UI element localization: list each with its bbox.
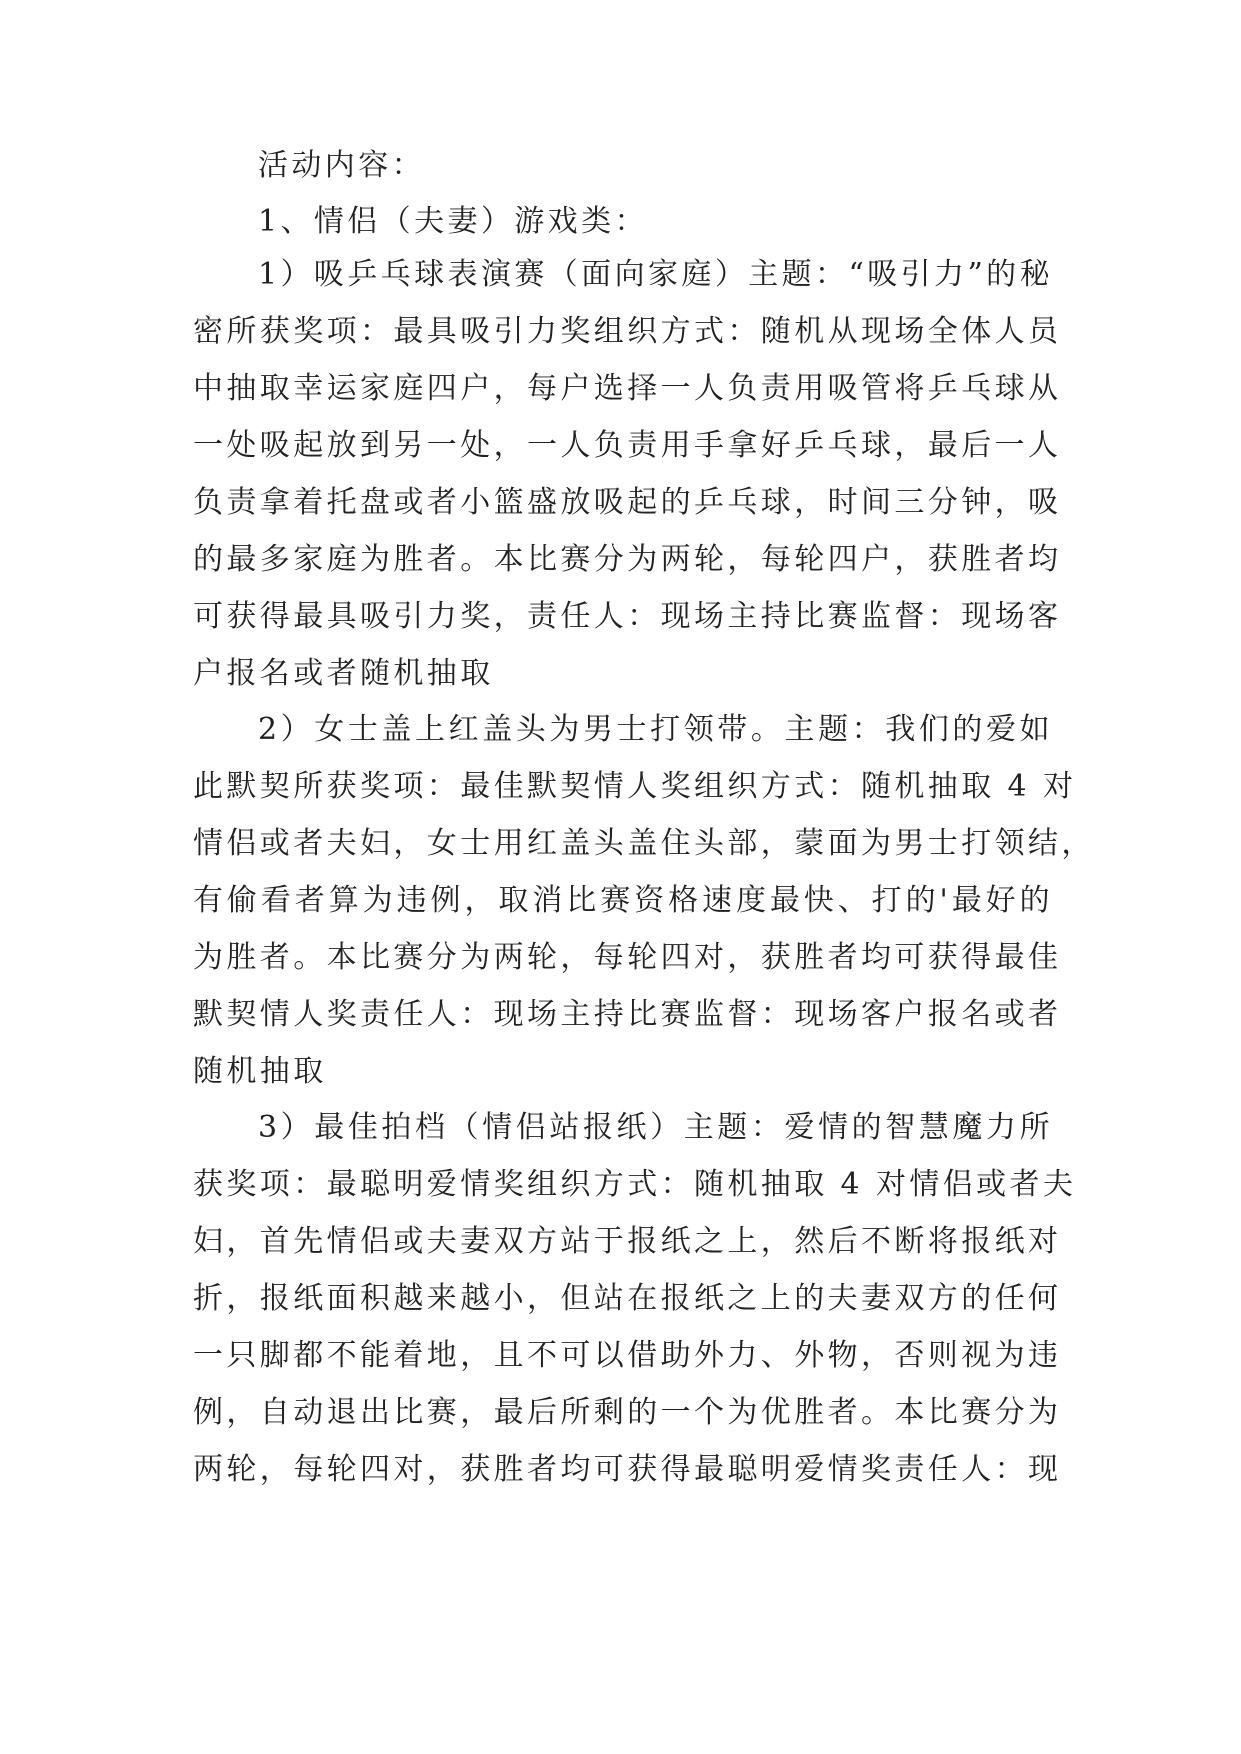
item-1-line-5: 负责拿着托盘或者小篮盛放吸起的乒乓球，时间三分钟，吸 — [193, 485, 1062, 520]
item-1-line-7: 可获得最具吸引力奖，责任人：现场主持比赛监督：现场客 — [193, 599, 1062, 634]
section-1-title: 1、情侣（夫妻）游戏类： — [258, 204, 648, 239]
item-1-line-3: 中抽取幸运家庭四户，每户选择一人负责用吸管将乒乓球从 — [193, 371, 1062, 406]
item-2-line-3: 情侣或者夫妇，女士用红盖头盖住头部，蒙面为男士打领结， — [193, 826, 1095, 861]
item-3-line-2: 获奖项：最聪明爱情奖组织方式：随机抽取 4 对情侣或者夫 — [193, 1167, 1077, 1202]
item-3-line-4: 折，报纸面积越来越小，但站在报纸之上的夫妻双方的任何 — [193, 1281, 1062, 1316]
item-2-line-7: 随机抽取 — [193, 1054, 327, 1089]
item-1-line-8: 户报名或者随机抽取 — [193, 656, 494, 691]
item-2-line-5: 为胜者。本比赛分为两轮，每轮四对，获胜者均可获得最佳 — [193, 940, 1062, 975]
item-2-line-6: 默契情人奖责任人：现场主持比赛监督：现场客户报名或者 — [193, 997, 1062, 1032]
item-2-line-2: 此默契所获奖项：最佳默契情人奖组织方式：随机抽取 4 对 — [193, 769, 1077, 804]
item-2-line-1: 2）女士盖上红盖头为男士打领带。主题：我们的爱如 — [258, 712, 1053, 747]
section-heading: 活动内容： — [258, 148, 425, 183]
item-1-line-1: 1）吸乒乓球表演赛（面向家庭）主题：“吸引力”的秘 — [258, 257, 1053, 292]
item-1-line-2: 密所获奖项：最具吸引力奖组织方式：随机从现场全体人员 — [193, 314, 1062, 349]
item-3-line-6: 例，自动退出比赛，最后所剩的一个为优胜者。本比赛分为 — [193, 1395, 1062, 1430]
item-3-line-3: 妇，首先情侣或夫妻双方站于报纸之上，然后不断将报纸对 — [193, 1224, 1062, 1259]
item-3-line-1: 3）最佳拍档（情侣站报纸）主题：爱情的智慧魔力所 — [258, 1110, 1053, 1145]
item-2-line-4: 有偷看者算为违例，取消比赛资格速度最快、打的'最好的 — [193, 883, 1053, 918]
item-1-line-6: 的最多家庭为胜者。本比赛分为两轮，每轮四户，获胜者均 — [193, 542, 1062, 577]
item-3-line-5: 一只脚都不能着地，且不可以借助外力、外物，否则视为违 — [193, 1338, 1062, 1373]
item-1-line-4: 一处吸起放到另一处，一人负责用手拿好乒乓球，最后一人 — [193, 428, 1062, 463]
item-3-line-7: 两轮，每轮四对，获胜者均可获得最聪明爱情奖责任人：现 — [193, 1452, 1062, 1487]
